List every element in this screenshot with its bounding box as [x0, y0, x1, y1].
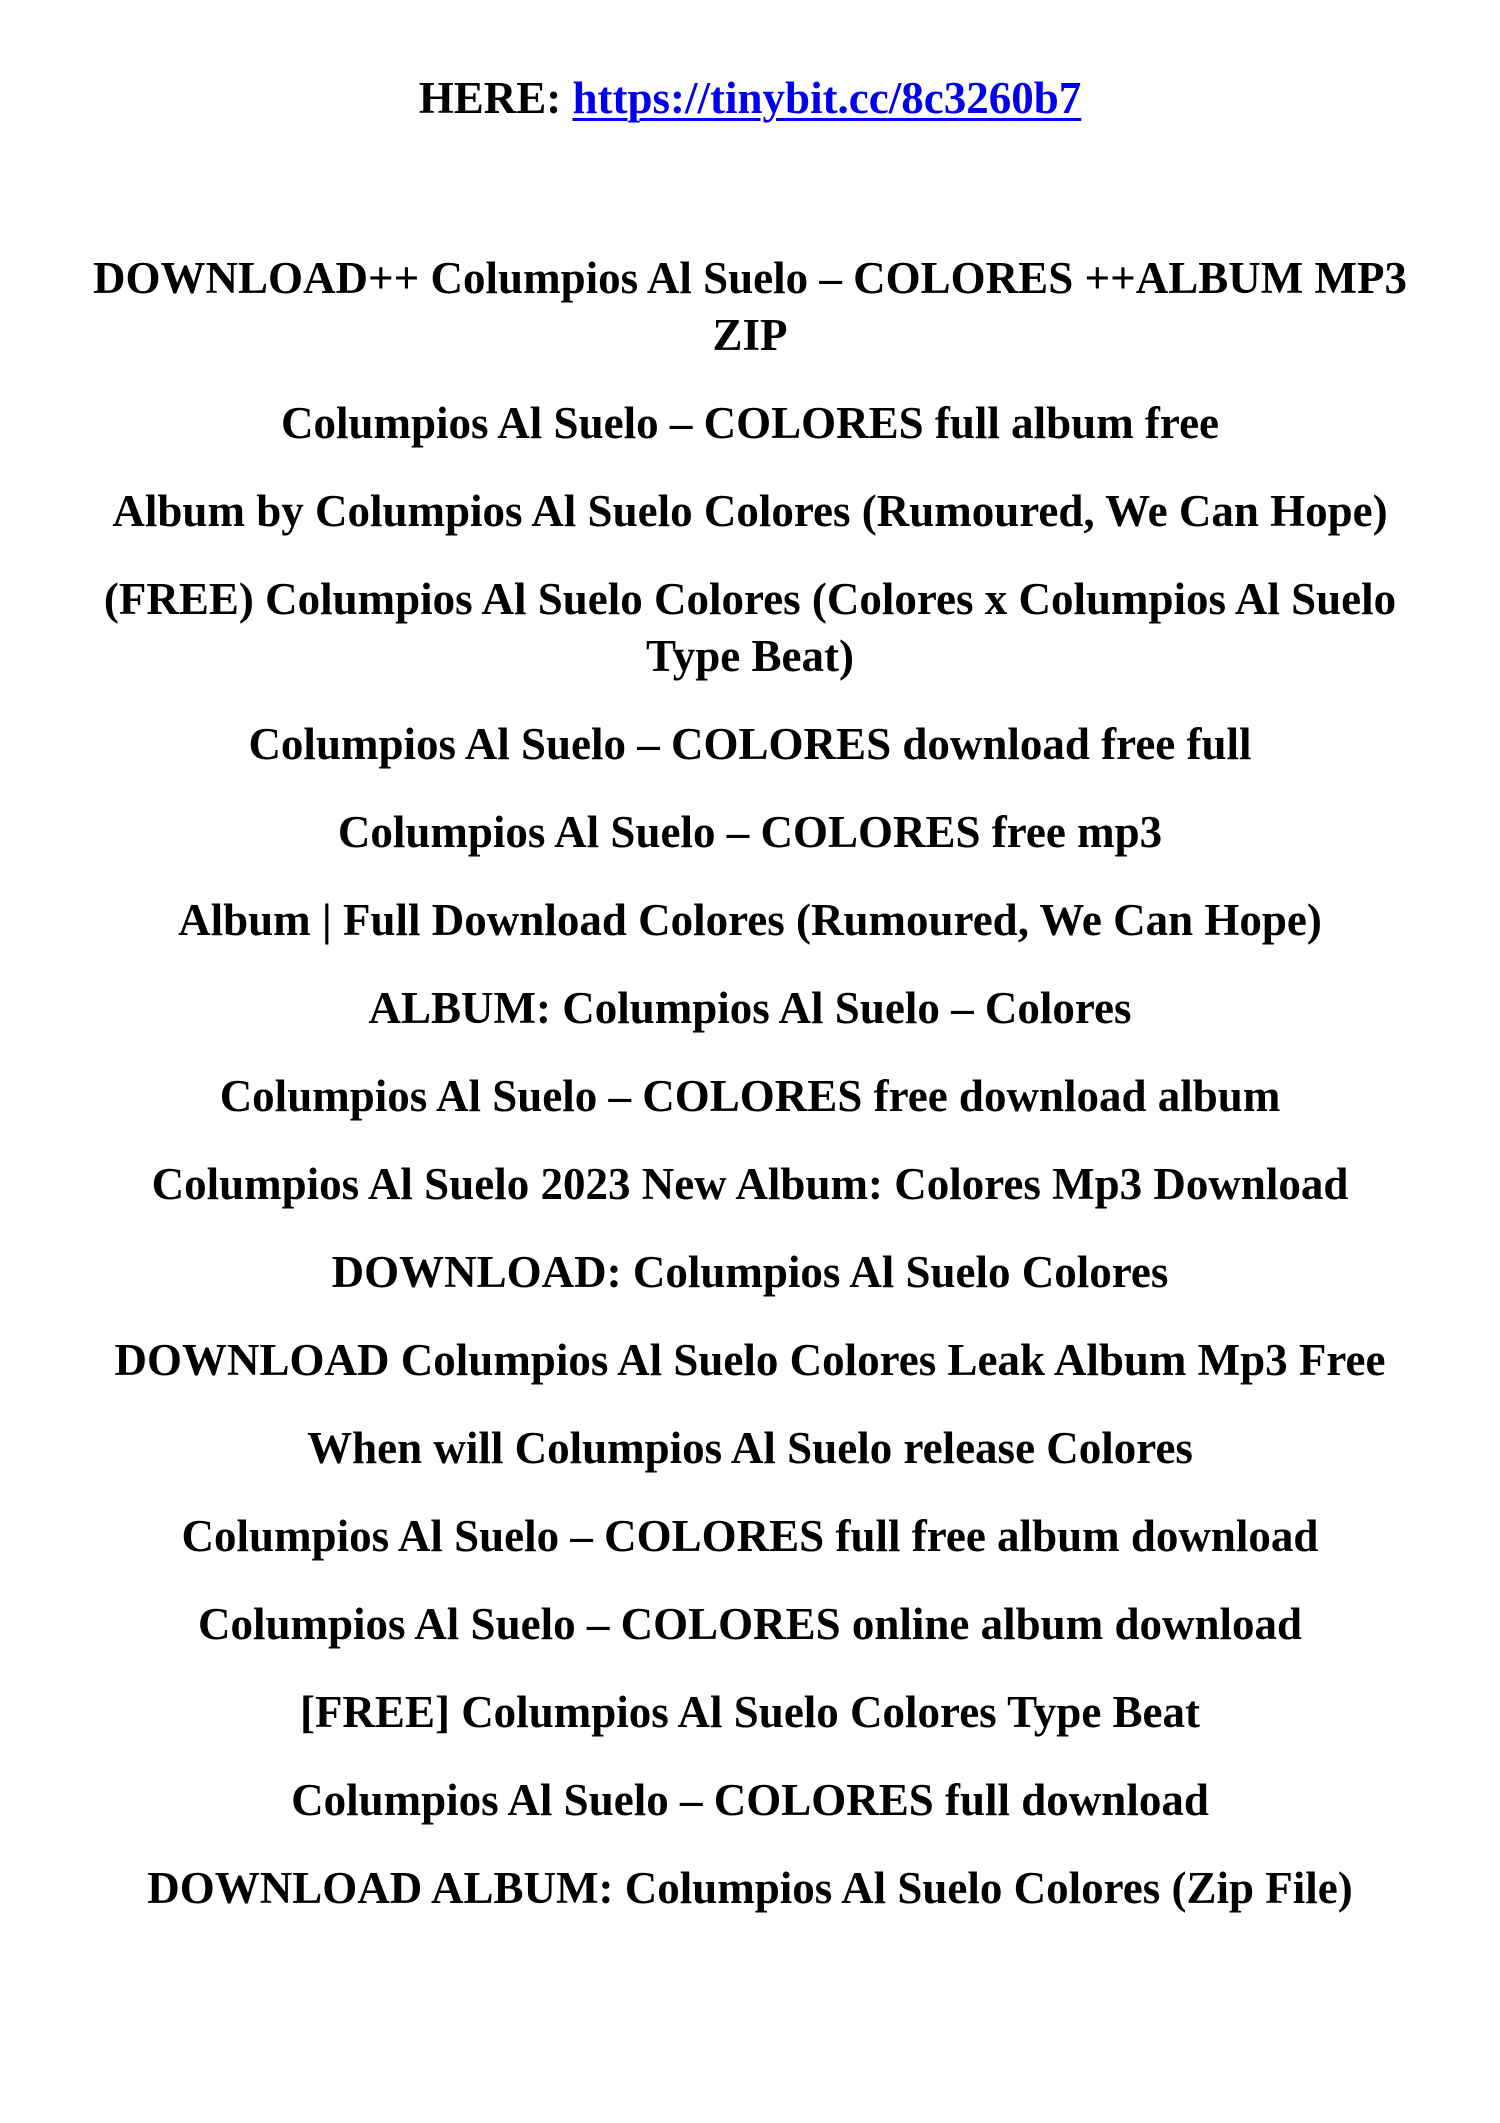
text-line: DOWNLOAD ALBUM: Columpios Al Suelo Colores (Zip File)	[147, 1863, 1353, 1913]
header-line	[0, 70, 1500, 126]
text-line: ALBUM: Columpios Al Suelo – Colores	[368, 983, 1132, 1033]
text-line: Album by Columpios Al Suelo Colores (Rumoured, We Can Hope)	[112, 486, 1388, 536]
text-line: DOWNLOAD Columpios Al Suelo Colores Leak Album Mp3 Free	[114, 1335, 1386, 1385]
text-lines	[90, 250, 1410, 1948]
text-line: Columpios Al Suelo – COLORES free mp3	[337, 807, 1163, 857]
text-line: Columpios Al Suelo – COLORES full download	[291, 1775, 1209, 1825]
text-line: Columpios Al Suelo – COLORES full album free	[280, 398, 1220, 448]
text-line: DOWNLOAD: Columpios Al Suelo Colores	[331, 1247, 1169, 1297]
text-line: When will Columpios Al Suelo release Colores	[307, 1423, 1193, 1473]
text-line: Album | Full Download Colores (Rumoured, We Can Hope)	[178, 895, 1322, 945]
text-line: DOWNLOAD++ Columpios Al Suelo – COLORES ++ALBUM MP3 ZIP	[93, 253, 1407, 360]
text-line: Columpios Al Suelo – COLORES download free full	[248, 719, 1252, 769]
text-line: Columpios Al Suelo 2023 New Album: Colores Mp3 Download	[151, 1159, 1349, 1209]
download-link[interactable]: https://tinybit.cc/8c3260b7	[572, 73, 1082, 123]
text-line: [FREE] Columpios Al Suelo Colores Type Beat	[299, 1687, 1201, 1737]
text-line: (FREE) Columpios Al Suelo Colores (Colores x Columpios Al Suelo Type Beat)	[103, 574, 1397, 681]
text-line: Columpios Al Suelo – COLORES full free album download	[181, 1511, 1319, 1561]
text-line: Columpios Al Suelo – COLORES free download album	[219, 1071, 1281, 1121]
header-label: HERE:	[418, 73, 562, 123]
text-line: Columpios Al Suelo – COLORES online album download	[197, 1599, 1303, 1649]
